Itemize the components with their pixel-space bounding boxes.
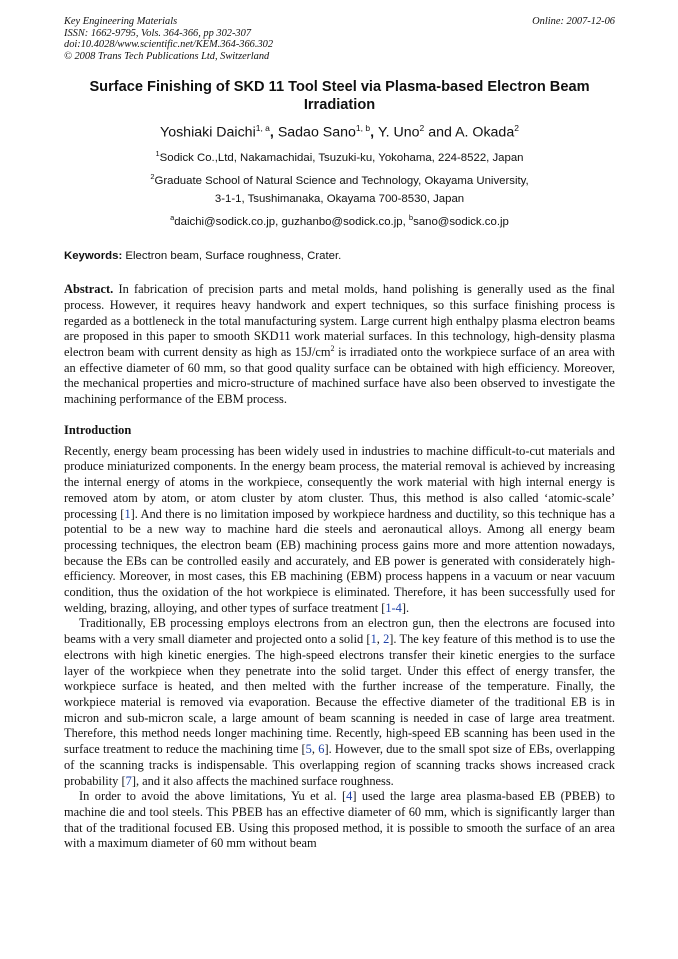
author-name: Yoshiaki Daichi — [160, 124, 256, 141]
citation-link[interactable]: 1-4 — [385, 600, 402, 615]
author-name: A. Okada — [455, 124, 515, 141]
keywords — [64, 249, 615, 263]
affiliation-2: $^2$Graduate School of Natural Science and Technology, Okayama University, — [150, 171, 529, 187]
doi-line: doi:10.4028/www.scientific.net/KEM.364-366.302 — [64, 39, 274, 50]
paper-title: Surface Finishing of SKD 11 Tool Steel via Plasma-based Electron Beam Irradiation — [89, 79, 590, 113]
affiliation-1: $^1$Sodick Co.,Ltd, Nakamachidai, Tsuzuki-ku, Yokohama, 224-8522, Japan — [155, 148, 524, 164]
citation-link[interactable]: 6 — [318, 742, 325, 757]
journal-header — [64, 16, 615, 62]
affiliation-2-address: 3-1-1, Tsushimanaka, Okayama 700-8530, Japan — [214, 193, 465, 206]
online-date: Online: 2007-12-06 — [532, 16, 615, 27]
intro-paragraph-3: In order to avoid the above limitations, Yu et al. [4] used the large area plasma-based EB (PBEB) to machine die and tool steels. This PBEB has an effective diameter of 60 mm, which is significantly larger than that of the traditional focused EB. Using this proposed method, it is possible to smooth the surface of an area with a maximum diameter of 60 mm without beam — [64, 789, 615, 851]
section-heading-introduction: Introduction — [64, 422, 132, 437]
citation-link[interactable]: 1 — [370, 632, 377, 647]
paper-page — [64, 16, 615, 852]
author-name: Sadao Sano — [277, 124, 356, 141]
citation-link[interactable]: 7 — [125, 773, 132, 788]
author-list: Yoshiaki Daichi$^{1, a}$, Sadao Sano$^{1, b}$, Y. Uno$^2$ and A. Okada$^2$ — [160, 123, 519, 141]
abstract-label: Abstract. — [64, 282, 114, 297]
author-affiliation-mark: 1, a — [255, 123, 270, 133]
abstract: Abstract. In fabrication of precision parts and metal molds, hand polishing is generally used as the final process. However, it requires heavy handwork and expert techniques, so this surface finishing process is regarded as a bottleneck in the total manufacturing system. Large current high enthalpy plasma electron beams are proposed in this paper to smooth SKD11 work material surfaces. In this technology, high-density plasma electron beam with current density as high as $15J/cm^2$ is irradiated onto the workpiece surface of an area with an effective diameter of 60 mm, so that good quality surface can be obtained with high efficiency. Moreover, the mechanical properties and micro-structure of machined surface have also been observed to investigate the machining performance of the EBM process. — [64, 282, 615, 407]
author-affiliation-mark: 1, b — [355, 123, 371, 133]
intro-paragraph-2: Traditionally, EB processing employs electrons from an electron gun, then the electrons are focused into beams with a very small diameter and projected onto a solid [1, 2]. The key feature of this method is to use the electrons with high kinetic energies. The high-speed electrons transfer their kinetic energies to the surface layer of the workpiece when they penetrate into the solid target. Under this effect of energy transfer, the workpiece surface is heated, and then melted with the further increase of the temperature. Finally, the workpiece material is removed via evaporation. Because the effective diameter of the traditional EB is in micron and sub-micron scale, a large amount of beam scanning is needed in case of large area treatment. Therefore, this method needs longer machining time. Recently, high-speed EB scanning has been used in the surface treatment to reduce the machining time [5, 6]. However, due to the small spot size of EBs, overlapping of the scanning tracks is indispensable. This overlapping region of scanning tracks shows increased crack probability [7], and it also affects the machined surface roughness. — [64, 616, 616, 788]
author-affiliation-mark: 2 — [514, 123, 519, 133]
citation-link[interactable]: 5 — [305, 742, 312, 757]
author-name: Y. Uno — [378, 124, 420, 141]
journal-name: Key Engineering Materials — [64, 16, 178, 27]
intro-paragraph-1: Recently, energy beam processing has been widely used in industries to machine difficult-to-cut materials and produce miniaturized components. In the energy beam process, the material removal is achieved by increasing the internal energy of atoms in the workpiece, consequently the work material with high internal energy is removed atom by atom, or atom cluster by atom cluster. Thus, this method is also called ‘atomic-scale’ processing [1]. And there is no limitation imposed by workpiece hardness and ductility, so this technique has a potential to be a new way to machine hard die steels and aeronautical alloys. Among all energy beam processing techniques, the electron beam (EB) machining process gains more and more attention nowadays, because the EBs can be controlled easily and accurately, and EB power is generated with considerately high-efficiency. Moreover, in most cases, this EB machining (EBM) process happens in a vacuum or near vacuum condition, thus the oxidation of the hot workpiece is eliminated. Therefore, it has been successfully used for welding, brazing, alloying, and other types of surface treatment [1-4]. — [64, 443, 615, 615]
author-emails: $^a$daichi@sodick.co.jp, guzhanbo@sodick.co.jp, $^b$sano@sodick.co.jp — [170, 213, 509, 229]
copyright-line: © 2008 Trans Tech Publications Ltd, Switzerland — [64, 50, 270, 62]
author-affiliation-mark: 2 — [419, 123, 425, 133]
citation-link[interactable]: 4 — [346, 789, 353, 804]
issn-line: ISSN: 1662-9795, Vols. 364-366, pp 302-307 — [64, 27, 252, 39]
keywords-text: Electron beam, Surface roughness, Crater. — [125, 250, 342, 263]
citation-link[interactable]: 1 — [124, 506, 131, 521]
citation-link[interactable]: 2 — [383, 632, 390, 647]
keywords-label: Keywords: — [64, 250, 123, 263]
